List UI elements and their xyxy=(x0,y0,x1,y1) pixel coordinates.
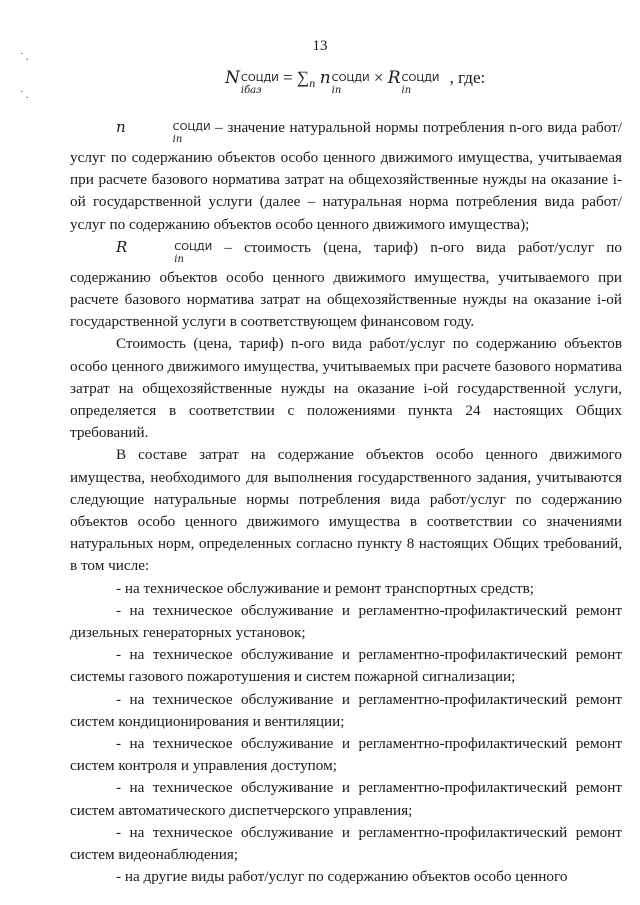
definition-r-text: – стоимость (цена, тариф) n-ого вида работ/услуг по содержанию объектов особо ценного движимого имущества, учитываемого при расчете базового норматива затрат на общехозяйственные нужды на оказание i-ой государственной услуги в соответствующем финансовом году. xyxy=(70,238,622,331)
formula-term1-indices xyxy=(331,73,370,98)
list-item: - на техническое обслуживание и регламентно-профилактический ремонт дизельных генераторных установок; xyxy=(70,601,622,642)
formula-lhs-sub: iбаз xyxy=(240,85,262,96)
list-item: - на техническое обслуживание и регламентно-профилактический ремонт систем автоматического диспетчерского управления; xyxy=(70,779,622,819)
formula-term1-symbol: n xyxy=(319,68,331,88)
formula xyxy=(225,68,485,98)
definition-r-indices xyxy=(128,241,213,267)
formula-term2-indices xyxy=(401,73,440,98)
list-item: - на другие виды работ/услуг по содержанию объектов особо ценного xyxy=(116,868,568,886)
formula-term1-sub: in xyxy=(331,85,342,96)
list-item: - на техническое обслуживание и регламентно-профилактический ремонт системы газового пожаротушения и систем пожарной сигнализации; xyxy=(70,646,622,686)
page-number: 13 xyxy=(312,38,328,54)
definition-r xyxy=(70,236,622,334)
formula-times: × xyxy=(373,68,384,87)
formula-suffix: , где: xyxy=(449,68,486,87)
list-item: - на техническое обслуживание и ремонт транспортных средств; xyxy=(116,579,535,597)
scan-mark: ˙ . xyxy=(20,90,29,101)
list-item: - на техническое обслуживание и регламентно-профилактический ремонт систем кондиционирования и вентиляции; xyxy=(70,690,622,730)
definition-n-indices xyxy=(127,122,211,147)
formula-sum: ∑ xyxy=(296,68,310,87)
formula-term2-symbol: R xyxy=(387,68,401,88)
definition-r-symbol xyxy=(116,237,213,265)
formula-lhs-indices xyxy=(240,73,279,98)
formula-term2-sup: СОЦДИ xyxy=(401,73,440,84)
paragraph: Стоимость (цена, тариф) n-ого вида работ/услуг по содержанию объектов особо ценного движимого имущества, учитываемых при расчете базового норматива затрат на общехозяйственные нужды на оказание i-ой государственной услуги, определяется в соответствии с положениями пункта 24 настоящих Общих требований. xyxy=(70,335,622,442)
formula-sum-sub: n xyxy=(309,79,316,90)
formula-term2-sub: in xyxy=(401,85,412,96)
definition-n-sup: СОЦДИ xyxy=(172,122,211,133)
definition-n xyxy=(70,116,622,236)
definition-r-sub: in xyxy=(174,253,184,265)
formula-lhs-symbol: N xyxy=(225,68,240,88)
body-text xyxy=(70,116,622,889)
formula-equals: = xyxy=(283,68,293,87)
definition-n-letter: n xyxy=(116,118,126,136)
scan-mark: ˙ . xyxy=(20,52,29,63)
definition-n-text: – значение натуральной нормы потребления n-ого вида работ/услуг по содержанию объектов особо ценного движимого имущества, учитываемая при расчете базового норматива затрат на общехозяйственные нужды на оказание i-ой государственной услуги (далее – натуральная норма потребления вида работ/услуг по содержанию объектов особо ценного движимого имущества); xyxy=(70,119,622,233)
formula-lhs-sup: СОЦДИ xyxy=(240,73,279,84)
formula-term1-sup: СОЦДИ xyxy=(331,73,370,84)
list-item: - на техническое обслуживание и регламентно-профилактический ремонт систем контроля и управления доступом; xyxy=(70,735,622,775)
list-item: - на техническое обслуживание и регламентно-профилактический ремонт систем видеонаблюдения; xyxy=(70,823,622,864)
definition-n-symbol xyxy=(116,118,211,145)
definition-r-letter: R xyxy=(116,237,128,256)
definition-r-sup: СОЦДИ xyxy=(174,241,213,253)
paragraph: В составе затрат на содержание объектов особо ценного движимого имущества, необходимого для выполнения государственного задания, учитываются следующие натуральные нормы потребления вида работ/услуг по содержанию объектов особо ценного движимого имущества в соответствии со значениями натуральных норм, определенных согласно пункту 8 настоящих Общих требований, в том числе: xyxy=(70,446,622,575)
definition-n-sub: in xyxy=(172,134,183,145)
